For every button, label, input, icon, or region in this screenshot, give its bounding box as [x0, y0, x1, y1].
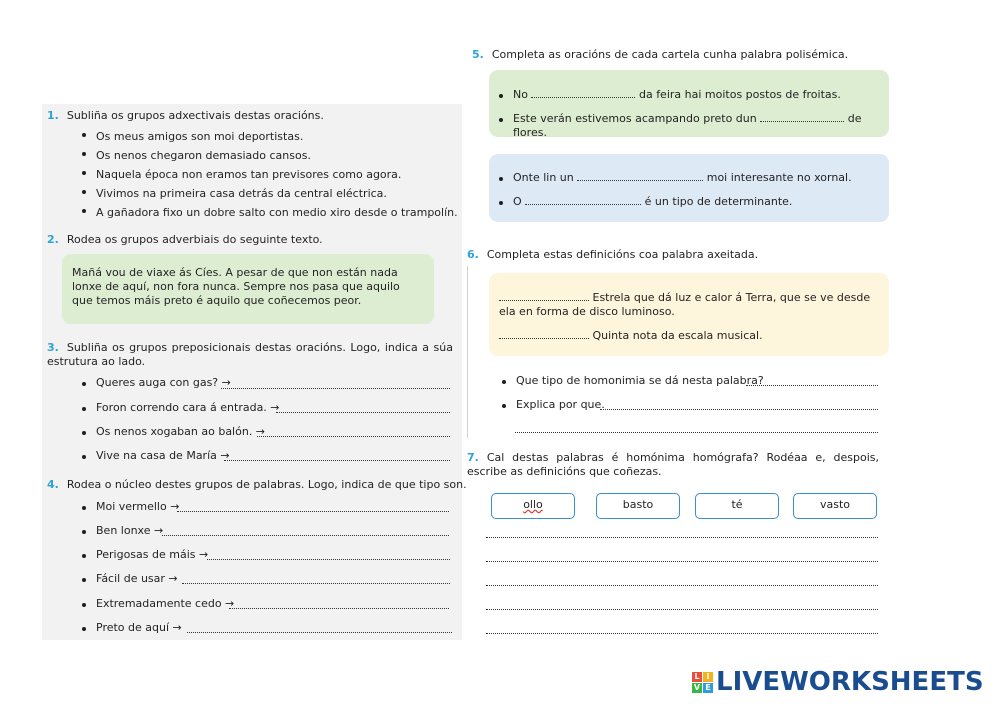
answer-line[interactable]	[515, 432, 878, 433]
live-grid-icon: L I V E	[692, 672, 713, 693]
q4-prompt: 4. Rodea o núcleo destes grupos de palabras. Logo, indica de que tipo son.	[47, 478, 467, 491]
blank[interactable]	[577, 180, 703, 181]
blank[interactable]	[531, 97, 635, 98]
answer-line[interactable]	[207, 559, 450, 560]
list-item: Naquela época non eramos tan previsores como agora.	[82, 165, 458, 184]
brand-name: LIVEWORKSHEETS	[716, 667, 984, 697]
blank[interactable]	[499, 300, 589, 301]
word-option-ollo[interactable]: ollo	[491, 493, 575, 519]
word-option-vasto[interactable]: vasto	[793, 493, 877, 519]
sentence: Este verán estivemos acampando preto dun de flores.	[499, 112, 889, 140]
list-item: Foron correndo cara á entrada. →	[82, 401, 280, 414]
answer-line[interactable]	[486, 585, 878, 586]
q2-paragraph: Mañá vou de viaxe ás Cíes. A pesar de que non están nada lonxe de aquí, non fora nunca. Sempre nos pasa que aquilo que temos máis preto é aquilo que coñecemos peor.	[72, 266, 400, 307]
list-item: Extremadamente cedo →	[82, 597, 234, 610]
q1-list	[82, 127, 458, 222]
sentence: No da feira hai moitos postos de froitas.	[499, 88, 889, 102]
q6-definitions-card	[489, 273, 889, 356]
list-item: Os nenos chegaron demasiado cansos.	[82, 146, 458, 165]
q5-card-2	[489, 154, 889, 222]
list-item: Perigosas de máis →	[82, 548, 208, 561]
q5-card-1	[489, 70, 889, 137]
answer-line[interactable]	[486, 633, 878, 634]
answer-line[interactable]	[600, 409, 878, 410]
sentence: Onte lin un moi interesante no xornal.	[499, 171, 852, 185]
answer-line[interactable]	[746, 385, 878, 386]
answer-line[interactable]	[177, 511, 449, 512]
answer-line[interactable]	[187, 632, 452, 633]
sentence: O é un tipo de determinante.	[499, 195, 852, 209]
answer-line[interactable]	[486, 537, 878, 538]
q2-prompt: 2. Rodea os grupos adverbiais do seguinte texto.	[47, 233, 323, 246]
answer-line[interactable]	[229, 608, 449, 609]
answer-line[interactable]	[276, 412, 450, 413]
list-item: Moi vermello →	[82, 500, 179, 513]
q6-prompt: 6. Completa estas definicións coa palabra axeitada.	[467, 248, 759, 261]
answer-line[interactable]	[182, 583, 450, 584]
blank[interactable]	[760, 121, 844, 122]
q7-prompt: 7. Cal destas palabras é homónima homógrafa? Rodéaa e, despois, escribe as definicións que coñezas.	[467, 451, 879, 478]
q2-text-card	[62, 254, 434, 324]
answer-line[interactable]	[486, 609, 878, 610]
q5-prompt: 5. Completa as oracións de cada cartela cunha palabra polisémica.	[472, 48, 849, 61]
answer-line[interactable]	[224, 460, 450, 461]
word-option-te[interactable]: té	[695, 493, 779, 519]
definition-1: Estrela que dá luz e calor á Terra, que se ve desde ela en forma de disco luminoso.	[499, 291, 871, 318]
list-item: Ben lonxe →	[82, 524, 163, 537]
list-item: Os nenos xogaban ao balón. →	[82, 425, 265, 438]
list-item: Que tipo de homonimia se dá nesta palabra?	[502, 374, 764, 387]
word-option-basto[interactable]: basto	[596, 493, 680, 519]
answer-line[interactable]	[486, 561, 878, 562]
blank[interactable]	[499, 338, 589, 339]
list-item: Vive na casa de María →	[82, 449, 230, 462]
list-item: Vivimos na primeira casa detrás da central eléctrica.	[82, 184, 458, 203]
q1-prompt: 1. Subliña os grupos adxectivais destas oracións.	[47, 109, 324, 122]
list-item: Fácil de usar →	[82, 572, 178, 585]
q6-divider	[467, 266, 468, 438]
list-item: Preto de aquí →	[82, 621, 182, 634]
q3-prompt: 3. Subliña os grupos preposicionais destas oracións. Logo, indica a súa estrutura ao lado.	[47, 341, 453, 368]
list-item: Explica por que.	[502, 398, 605, 411]
blank[interactable]	[525, 204, 641, 205]
list-item: Os meus amigos son moi deportistas.	[82, 127, 458, 146]
answer-line[interactable]	[221, 388, 450, 389]
answer-line[interactable]	[257, 436, 450, 437]
answer-line[interactable]	[162, 535, 449, 536]
liveworksheets-logo	[692, 666, 984, 698]
definition-2: Quinta nota da escala musical.	[499, 329, 879, 343]
list-item: A gañadora fixo un dobre salto con medio xiro desde o trampolín.	[82, 203, 458, 222]
list-item: Queres auga con gas? →	[82, 376, 231, 389]
